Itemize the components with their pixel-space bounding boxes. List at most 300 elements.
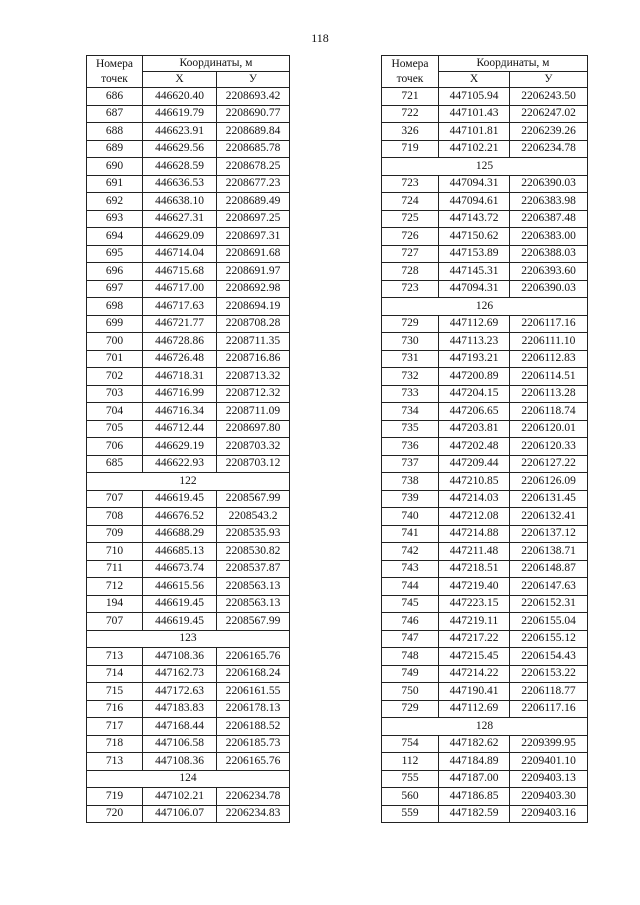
x-coordinate-cell: 447212.08 <box>439 508 510 526</box>
x-coordinate-cell: 447162.73 <box>143 665 217 683</box>
point-number-cell: 686 <box>87 88 143 106</box>
y-coordinate-cell: 2206154.43 <box>510 648 588 666</box>
point-number-cell: 560 <box>382 788 439 806</box>
table-row <box>87 263 290 281</box>
point-number-cell: 711 <box>87 560 143 578</box>
x-coordinate-cell: 446628.59 <box>143 158 217 176</box>
table-row <box>87 88 290 106</box>
point-number-cell: 690 <box>87 158 143 176</box>
point-number-cell: 724 <box>382 193 439 211</box>
x-coordinate-cell: 447094.61 <box>439 193 510 211</box>
table-row <box>382 648 588 666</box>
point-number-cell: 720 <box>87 805 143 823</box>
x-coordinate-cell: 446619.45 <box>143 490 217 508</box>
x-coordinate-cell: 446716.99 <box>143 385 217 403</box>
point-number-header: Номера точек <box>382 56 439 88</box>
table-row <box>87 788 290 806</box>
coordinates-table-right <box>381 55 588 823</box>
x-coordinate-cell: 446629.19 <box>143 438 217 456</box>
y-coordinate-cell: 2208691.68 <box>217 245 290 263</box>
point-number-cell: 710 <box>87 543 143 561</box>
point-number-cell: 737 <box>382 455 439 473</box>
section-row <box>87 630 290 648</box>
point-number-cell: 719 <box>382 140 439 158</box>
y-coordinate-cell: 2206165.76 <box>217 753 290 771</box>
point-number-cell: 729 <box>382 700 439 718</box>
point-number-cell: 692 <box>87 193 143 211</box>
y-coordinate-cell: 2206387.48 <box>510 210 588 228</box>
x-coordinate-cell: 447101.43 <box>439 105 510 123</box>
x-coordinate-cell: 447209.44 <box>439 455 510 473</box>
point-number-cell: 745 <box>382 595 439 613</box>
x-coordinate-cell: 446676.52 <box>143 508 217 526</box>
point-number-cell: 698 <box>87 298 143 316</box>
y-coordinate-cell: 2206185.73 <box>217 735 290 753</box>
y-coordinate-cell: 2208713.32 <box>217 368 290 386</box>
y-coordinate-cell: 2208697.25 <box>217 210 290 228</box>
x-coordinate-cell: 446714.04 <box>143 245 217 263</box>
table-row <box>382 263 588 281</box>
table-row <box>87 175 290 193</box>
y-coordinate-cell: 2208543.2 <box>217 508 290 526</box>
point-number-cell: 713 <box>87 648 143 666</box>
point-number-cell: 718 <box>87 735 143 753</box>
y-coordinate-cell: 2206118.77 <box>510 683 588 701</box>
y-coordinate-cell: 2206117.16 <box>510 700 588 718</box>
table-row <box>87 140 290 158</box>
table-row <box>382 788 588 806</box>
point-number-cell: 735 <box>382 420 439 438</box>
table-row <box>382 315 588 333</box>
point-number-cell: 739 <box>382 490 439 508</box>
y-coordinate-cell: 2208563.13 <box>217 578 290 596</box>
y-coordinate-cell: 2206126.09 <box>510 473 588 491</box>
x-coordinate-cell: 446726.48 <box>143 350 217 368</box>
x-coordinate-cell: 446716.34 <box>143 403 217 421</box>
y-coordinate-cell: 2209401.10 <box>510 753 588 771</box>
y-coordinate-cell: 2209403.16 <box>510 805 588 823</box>
section-row <box>382 158 588 176</box>
y-coordinate-cell: 2206239.26 <box>510 123 588 141</box>
table-row <box>382 438 588 456</box>
section-row <box>87 770 290 788</box>
y-coordinate-cell: 2208711.09 <box>217 403 290 421</box>
y-coordinate-cell: 2206393.60 <box>510 263 588 281</box>
table-row <box>382 123 588 141</box>
point-number-cell: 742 <box>382 543 439 561</box>
table-row <box>87 735 290 753</box>
point-number-cell: 741 <box>382 525 439 543</box>
x-coordinate-cell: 446620.40 <box>143 88 217 106</box>
point-number-cell: 693 <box>87 210 143 228</box>
x-coordinate-cell: 446718.31 <box>143 368 217 386</box>
table-row <box>382 333 588 351</box>
x-coordinate-cell: 446619.45 <box>143 613 217 631</box>
x-coordinate-cell: 446712.44 <box>143 420 217 438</box>
table-row <box>382 683 588 701</box>
x-coordinate-cell: 447168.44 <box>143 718 217 736</box>
y-coordinate-cell: 2208711.35 <box>217 333 290 351</box>
y-coordinate-cell: 2208703.32 <box>217 438 290 456</box>
table-row <box>87 210 290 228</box>
point-number-cell: 112 <box>382 753 439 771</box>
y-coordinate-cell: 2208694.19 <box>217 298 290 316</box>
point-number-cell: 746 <box>382 613 439 631</box>
table-row <box>87 665 290 683</box>
point-number-cell: 727 <box>382 245 439 263</box>
table-row <box>382 88 588 106</box>
x-coordinate-cell: 446629.56 <box>143 140 217 158</box>
x-coordinate-cell: 447153.89 <box>439 245 510 263</box>
point-number-cell: 687 <box>87 105 143 123</box>
x-coordinate-cell: 447182.62 <box>439 735 510 753</box>
x-coordinate-cell: 447113.23 <box>439 333 510 351</box>
y-coordinate-cell: 2206148.87 <box>510 560 588 578</box>
table-row <box>382 560 588 578</box>
point-number-cell: 738 <box>382 473 439 491</box>
y-coordinate-cell: 2208708.28 <box>217 315 290 333</box>
x-coordinate-cell: 446627.31 <box>143 210 217 228</box>
point-number-cell: 716 <box>87 700 143 718</box>
x-coordinate-cell: 446636.53 <box>143 175 217 193</box>
table-row <box>87 368 290 386</box>
y-coordinate-cell: 2206152.31 <box>510 595 588 613</box>
point-number-cell: 695 <box>87 245 143 263</box>
point-number-cell: 723 <box>382 175 439 193</box>
y-coordinate-cell: 2208689.84 <box>217 123 290 141</box>
point-number-cell: 732 <box>382 368 439 386</box>
section-row <box>382 718 588 736</box>
table-row <box>382 490 588 508</box>
table-row <box>87 245 290 263</box>
y-coordinate-cell: 2206138.71 <box>510 543 588 561</box>
y-coordinate-cell: 2206120.33 <box>510 438 588 456</box>
point-number-cell: 728 <box>382 263 439 281</box>
x-coordinate-cell: 447112.69 <box>439 700 510 718</box>
y-coordinate-cell: 2206117.16 <box>510 315 588 333</box>
x-coordinate-cell: 447214.22 <box>439 665 510 683</box>
coordinates-header: Координаты, м <box>143 56 290 72</box>
point-number-cell: 689 <box>87 140 143 158</box>
x-coordinate-cell: 447106.07 <box>143 805 217 823</box>
y-coordinate-cell: 2206234.78 <box>510 140 588 158</box>
x-coordinate-cell: 447172.63 <box>143 683 217 701</box>
x-coordinate-cell: 447101.81 <box>439 123 510 141</box>
table-row <box>382 770 588 788</box>
y-coordinate-cell: 2209399.95 <box>510 735 588 753</box>
x-coordinate-cell: 446717.63 <box>143 298 217 316</box>
table-row <box>87 158 290 176</box>
x-coordinate-cell: 447190.41 <box>439 683 510 701</box>
point-number-cell: 729 <box>382 315 439 333</box>
y-coordinate-cell: 2208567.99 <box>217 490 290 508</box>
y-coordinate-cell: 2208677.23 <box>217 175 290 193</box>
x-coordinate-cell: 447094.31 <box>439 280 510 298</box>
y-coordinate-cell: 2206161.55 <box>217 683 290 701</box>
point-number-cell: 709 <box>87 525 143 543</box>
x-coordinate-cell: 446673.74 <box>143 560 217 578</box>
point-number-cell: 704 <box>87 403 143 421</box>
table-row <box>87 805 290 823</box>
table-row <box>87 718 290 736</box>
y-coordinate-cell: 2206243.50 <box>510 88 588 106</box>
table-row <box>382 473 588 491</box>
table-row <box>382 280 588 298</box>
table-row <box>87 560 290 578</box>
x-header: X <box>439 72 510 88</box>
table-row <box>382 630 588 648</box>
point-number-cell: 723 <box>382 280 439 298</box>
y-coordinate-cell: 2206247.02 <box>510 105 588 123</box>
point-number-cell: 694 <box>87 228 143 246</box>
point-number-cell: 702 <box>87 368 143 386</box>
x-coordinate-cell: 447102.21 <box>439 140 510 158</box>
point-number-cell: 736 <box>382 438 439 456</box>
y-coordinate-cell: 2208692.98 <box>217 280 290 298</box>
y-coordinate-cell: 2209403.30 <box>510 788 588 806</box>
table-row <box>382 175 588 193</box>
table-row <box>382 665 588 683</box>
point-number-cell: 747 <box>382 630 439 648</box>
x-header: X <box>143 72 217 88</box>
table-row <box>87 455 290 473</box>
y-coordinate-cell: 2208537.87 <box>217 560 290 578</box>
y-header: У <box>510 72 588 88</box>
table-row <box>382 735 588 753</box>
y-coordinate-cell: 2208535.93 <box>217 525 290 543</box>
table-row <box>87 613 290 631</box>
y-coordinate-cell: 2206112.83 <box>510 350 588 368</box>
y-coordinate-cell: 2206388.03 <box>510 245 588 263</box>
point-number-cell: 719 <box>87 788 143 806</box>
table-row <box>382 455 588 473</box>
x-coordinate-cell: 447094.31 <box>439 175 510 193</box>
point-number-cell: 754 <box>382 735 439 753</box>
x-coordinate-cell: 447210.85 <box>439 473 510 491</box>
y-coordinate-cell: 2206383.98 <box>510 193 588 211</box>
y-coordinate-cell: 2206178.13 <box>217 700 290 718</box>
y-header: У <box>217 72 290 88</box>
page-number: 118 <box>311 31 329 45</box>
y-coordinate-cell: 2208697.80 <box>217 420 290 438</box>
x-coordinate-cell: 446623.91 <box>143 123 217 141</box>
y-coordinate-cell: 2208697.31 <box>217 228 290 246</box>
x-coordinate-cell: 447223.15 <box>439 595 510 613</box>
point-number-cell: 748 <box>382 648 439 666</box>
y-coordinate-cell: 2208563.13 <box>217 595 290 613</box>
x-coordinate-cell: 447200.89 <box>439 368 510 386</box>
table-row <box>382 193 588 211</box>
section-number: 123 <box>87 630 290 648</box>
y-coordinate-cell: 2206155.12 <box>510 630 588 648</box>
point-number-cell: 559 <box>382 805 439 823</box>
y-coordinate-cell: 2208530.82 <box>217 543 290 561</box>
table-row <box>87 420 290 438</box>
x-coordinate-cell: 447182.59 <box>439 805 510 823</box>
x-coordinate-cell: 446615.56 <box>143 578 217 596</box>
table-row <box>382 420 588 438</box>
x-coordinate-cell: 446717.00 <box>143 280 217 298</box>
x-coordinate-cell: 447112.69 <box>439 315 510 333</box>
table-row <box>87 315 290 333</box>
y-coordinate-cell: 2208567.99 <box>217 613 290 631</box>
y-coordinate-cell: 2206390.03 <box>510 280 588 298</box>
point-number-cell: 699 <box>87 315 143 333</box>
table-row <box>382 385 588 403</box>
point-number-cell: 722 <box>382 105 439 123</box>
point-number-cell: 730 <box>382 333 439 351</box>
x-coordinate-cell: 446619.45 <box>143 595 217 613</box>
point-number-cell: 749 <box>382 665 439 683</box>
x-coordinate-cell: 446638.10 <box>143 193 217 211</box>
table-row <box>382 578 588 596</box>
x-coordinate-cell: 446622.93 <box>143 455 217 473</box>
table-row <box>382 805 588 823</box>
y-coordinate-cell: 2206155.04 <box>510 613 588 631</box>
y-coordinate-cell: 2206147.63 <box>510 578 588 596</box>
point-number-cell: 755 <box>382 770 439 788</box>
table-row <box>87 123 290 141</box>
y-coordinate-cell: 2206165.76 <box>217 648 290 666</box>
x-coordinate-cell: 446715.68 <box>143 263 217 281</box>
point-number-cell: 721 <box>382 88 439 106</box>
table-row <box>87 333 290 351</box>
x-coordinate-cell: 446629.09 <box>143 228 217 246</box>
point-number-cell: 733 <box>382 385 439 403</box>
table-row <box>87 543 290 561</box>
x-coordinate-cell: 447218.51 <box>439 560 510 578</box>
x-coordinate-cell: 446688.29 <box>143 525 217 543</box>
point-number-cell: 691 <box>87 175 143 193</box>
point-number-header: Номера точек <box>87 56 143 88</box>
table-row <box>87 298 290 316</box>
y-coordinate-cell: 2206113.28 <box>510 385 588 403</box>
x-coordinate-cell: 447184.89 <box>439 753 510 771</box>
x-coordinate-cell: 447214.03 <box>439 490 510 508</box>
coordinates-header: Координаты, м <box>439 56 588 72</box>
y-coordinate-cell: 2209403.13 <box>510 770 588 788</box>
table-row <box>87 350 290 368</box>
point-number-cell: 700 <box>87 333 143 351</box>
y-coordinate-cell: 2206137.12 <box>510 525 588 543</box>
table-row <box>87 438 290 456</box>
table-row <box>87 280 290 298</box>
point-number-cell: 705 <box>87 420 143 438</box>
x-coordinate-cell: 447105.94 <box>439 88 510 106</box>
point-number-cell: 696 <box>87 263 143 281</box>
x-coordinate-cell: 447193.21 <box>439 350 510 368</box>
point-number-cell: 713 <box>87 753 143 771</box>
y-coordinate-cell: 2206168.24 <box>217 665 290 683</box>
point-number-cell: 707 <box>87 490 143 508</box>
point-number-cell: 740 <box>382 508 439 526</box>
table-row <box>382 525 588 543</box>
table-row <box>382 210 588 228</box>
point-number-cell: 707 <box>87 613 143 631</box>
table-row <box>87 648 290 666</box>
table-row <box>382 245 588 263</box>
y-coordinate-cell: 2208685.78 <box>217 140 290 158</box>
y-coordinate-cell: 2208691.97 <box>217 263 290 281</box>
y-coordinate-cell: 2208716.86 <box>217 350 290 368</box>
table-row <box>87 578 290 596</box>
x-coordinate-cell: 447219.40 <box>439 578 510 596</box>
point-number-cell: 708 <box>87 508 143 526</box>
x-coordinate-cell: 447102.21 <box>143 788 217 806</box>
table-row <box>382 140 588 158</box>
y-coordinate-cell: 2206118.74 <box>510 403 588 421</box>
table-row <box>382 403 588 421</box>
x-coordinate-cell: 446685.13 <box>143 543 217 561</box>
point-number-cell: 706 <box>87 438 143 456</box>
point-number-cell: 725 <box>382 210 439 228</box>
table-row <box>382 613 588 631</box>
table-row <box>382 508 588 526</box>
x-coordinate-cell: 447217.22 <box>439 630 510 648</box>
section-number: 126 <box>382 298 588 316</box>
y-coordinate-cell: 2208678.25 <box>217 158 290 176</box>
section-number: 124 <box>87 770 290 788</box>
table-row <box>382 700 588 718</box>
table-row <box>87 228 290 246</box>
y-coordinate-cell: 2206132.41 <box>510 508 588 526</box>
point-number-cell: 712 <box>87 578 143 596</box>
table-row <box>382 368 588 386</box>
x-coordinate-cell: 446728.86 <box>143 333 217 351</box>
y-coordinate-cell: 2208689.49 <box>217 193 290 211</box>
y-coordinate-cell: 2208712.32 <box>217 385 290 403</box>
x-coordinate-cell: 446619.79 <box>143 105 217 123</box>
x-coordinate-cell: 447143.72 <box>439 210 510 228</box>
table-row <box>382 543 588 561</box>
x-coordinate-cell: 447183.83 <box>143 700 217 718</box>
table-row <box>87 700 290 718</box>
x-coordinate-cell: 447186.85 <box>439 788 510 806</box>
point-number-cell: 734 <box>382 403 439 421</box>
point-number-cell: 726 <box>382 228 439 246</box>
y-coordinate-cell: 2206120.01 <box>510 420 588 438</box>
table-row <box>382 105 588 123</box>
x-coordinate-cell: 447204.15 <box>439 385 510 403</box>
point-number-cell: 194 <box>87 595 143 613</box>
section-row <box>382 298 588 316</box>
y-coordinate-cell: 2206234.78 <box>217 788 290 806</box>
y-coordinate-cell: 2206131.45 <box>510 490 588 508</box>
y-coordinate-cell: 2206390.03 <box>510 175 588 193</box>
point-number-cell: 714 <box>87 665 143 683</box>
table-row <box>87 403 290 421</box>
x-coordinate-cell: 447203.81 <box>439 420 510 438</box>
x-coordinate-cell: 447202.48 <box>439 438 510 456</box>
y-coordinate-cell: 2208703.12 <box>217 455 290 473</box>
table-row <box>87 683 290 701</box>
table-row <box>382 228 588 246</box>
table-row <box>382 753 588 771</box>
y-coordinate-cell: 2208690.77 <box>217 105 290 123</box>
section-number: 128 <box>382 718 588 736</box>
x-coordinate-cell: 447150.62 <box>439 228 510 246</box>
point-number-cell: 750 <box>382 683 439 701</box>
x-coordinate-cell: 447108.36 <box>143 648 217 666</box>
table-row <box>382 350 588 368</box>
x-coordinate-cell: 447215.45 <box>439 648 510 666</box>
table-row <box>87 508 290 526</box>
x-coordinate-cell: 447108.36 <box>143 753 217 771</box>
table-row <box>87 753 290 771</box>
y-coordinate-cell: 2206383.00 <box>510 228 588 246</box>
x-coordinate-cell: 446721.77 <box>143 315 217 333</box>
point-number-cell: 697 <box>87 280 143 298</box>
